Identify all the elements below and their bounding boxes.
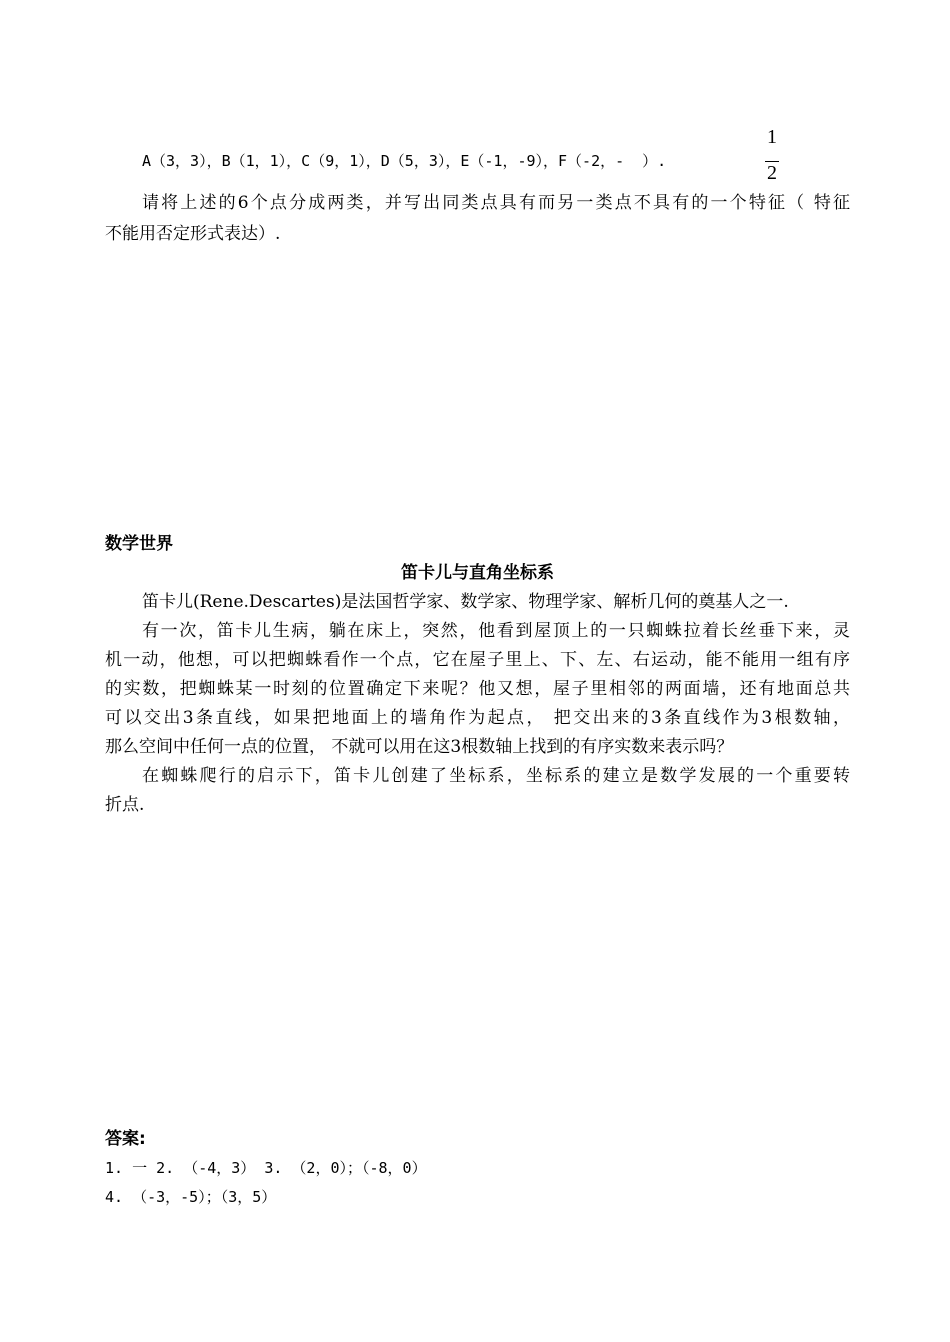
- section-title: 笛卡儿与直角坐标系: [401, 563, 554, 583]
- paragraph-2-line-2: 机一动，他想，可以把蜘蛛看作一个点，它在屋子里上、下、左、右运动，能不能用一组有序: [105, 650, 850, 670]
- answers-line-2: 4. （-3，-5）；（3，5）: [105, 1188, 277, 1206]
- paragraph-2-line-1: 有一次，笛卡儿生病，躺在床上，突然，他看到屋顶上的一只蜘蛛拉着长丝垂下来，灵: [142, 621, 850, 641]
- paragraph-2-line-3: 的实数，把蜘蛛某一时刻的位置确定下来呢？他又想，屋子里相邻的两面墙，还有地面总共: [105, 679, 850, 699]
- paragraph-1: 笛卡儿(Rene.Descartes)是法国哲学家、数学家、物理学家、解析几何的奠基人之一.: [142, 592, 789, 612]
- question-line-1: 请将上述的6个点分成两类，并写出同类点具有而另一类点不具有的一个特征（ 特征: [142, 193, 850, 213]
- points-prefix: A（3，3），B（1，1），C（9，1），D（5，3），E（-1，-9），F（-2，-: [142, 152, 625, 170]
- paragraph-2-line-4: 可以交出3条直线，如果把地面上的墙角作为起点， 把交出来的3条直线作为3根数轴，: [105, 708, 850, 728]
- paragraph-3-line-2: 折点.: [105, 795, 145, 815]
- paragraph-2-line-5: 那么空间中任何一点的位置， 不就可以用在这3根数轴上找到的有序实数来表示吗？: [105, 737, 734, 757]
- fraction-denominator: 2: [767, 162, 777, 184]
- section-heading: 数学世界: [105, 534, 173, 554]
- answers-heading: 答案:: [105, 1129, 146, 1149]
- fraction-numerator: 1: [767, 126, 777, 148]
- points-suffix: ）.: [642, 152, 667, 170]
- question-line-2: 不能用否定形式表达）.: [105, 224, 281, 244]
- paragraph-3-line-1: 在蜘蛛爬行的启示下，笛卡儿创建了坐标系，坐标系的建立是数学发展的一个重要转: [142, 766, 850, 786]
- points-line: [142, 146, 850, 176]
- answers-line-1: 1. 一 2. （-4，3） 3. （2，0）；（-8，0）: [105, 1159, 427, 1177]
